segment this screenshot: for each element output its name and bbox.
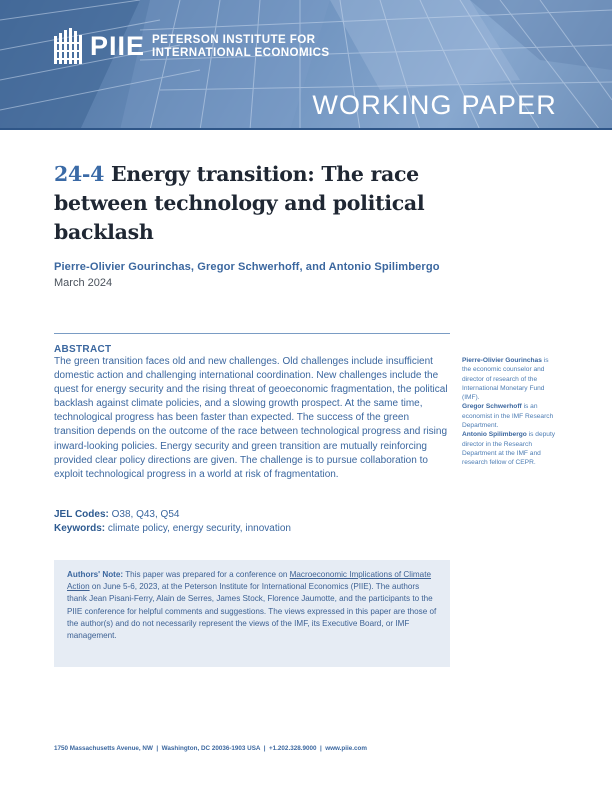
keywords [54,522,291,536]
series-title: WORKING PAPER [312,90,557,120]
bio-name: Pierre-Olivier Gourinchas [462,357,542,364]
org-name [152,33,330,59]
paper-number: 24-4 [54,162,105,186]
author-bios [462,356,558,468]
authors-note-text-before: This paper was prepared for a conference on [125,570,288,579]
abstract-heading: ABSTRACT [54,344,112,355]
authors-note [67,569,439,642]
bio-text: is the economic counselor and director of research of the International Monetary Fund (IMF). [462,357,549,402]
jel-codes [54,508,179,522]
piie-logo-icon [54,28,84,64]
authors-note-label: Authors' Note: [67,570,124,579]
author-bio [462,356,558,402]
paper-title-text: Energy transition: The race between technology and political backlash [54,162,425,244]
publication-date: March 2024 [54,277,113,289]
bio-text: is an economist in the IMF Research Department. [462,403,554,430]
abstract-body: The green transition faces old and new challenges. Old challenges include insufficient domestic action and challenging international coordination. New challenges include the quest for energy security and the rising threat of geoeconomic fragmentation, the political backlash against climate policies, and a slowing growth prospect. At the same time, technological progress has been faster than expected. The success of the green transition depends on the outcome of the race between technological progress and rising inward-looking policies. Energy security and green transition are mutually reinforcing provided clear policy directions are given. The challenge is to pursue collaboration to exploit technological progress in a world at risk of fragmentation. [54,356,448,480]
logo-wordmark: PIIE [90,30,146,61]
jel-label: JEL Codes: [54,509,109,520]
bio-text: is deputy director in the Research Department at the IMF and research fellow of CEPR. [462,431,556,467]
keywords-label: Keywords: [54,523,106,534]
header-banner [0,0,612,130]
author-bio [462,402,558,430]
section-divider [54,333,450,334]
jel-value: O38, Q43, Q54 [111,509,180,520]
author-bio [462,430,558,467]
piie-logo [54,28,330,64]
bio-name: Gregor Schwerhoff [462,403,522,411]
footer-contact: 1750 Massachusetts Avenue, NW | Washington, DC 20036-1903 USA | +1.202.328.9000 | www.piie.com [54,745,367,752]
paper-title [54,160,474,247]
author-list: Pierre-Olivier Gourinchas, Gregor Schwerhoff, and Antonio Spilimbergo [54,261,440,273]
authors-note-box [54,560,450,667]
org-name-line2: INTERNATIONAL ECONOMICS [152,46,330,59]
org-name-line1: PETERSON INSTITUTE FOR [152,33,316,46]
keywords-value: climate policy, energy security, innovation [107,523,291,534]
authors-note-text-after: on June 5-6, 2023, at the Peterson Institute for International Economics (PIIE). The authors thank Jean Pisani-Ferry, Alain de Serres, James Stock, Florence Jaumotte, and the participants to the PIIE conference for helpful comments and suggestions. The views expressed in this paper are those of the author(s) and do not necessarily represent the views of the IMF, its Executive Board, or IMF management. [67,582,437,641]
conference-link[interactable]: Macroeconomic Implications of Climate Action [67,570,431,592]
bio-name: Antonio Spilimbergo [462,431,527,439]
